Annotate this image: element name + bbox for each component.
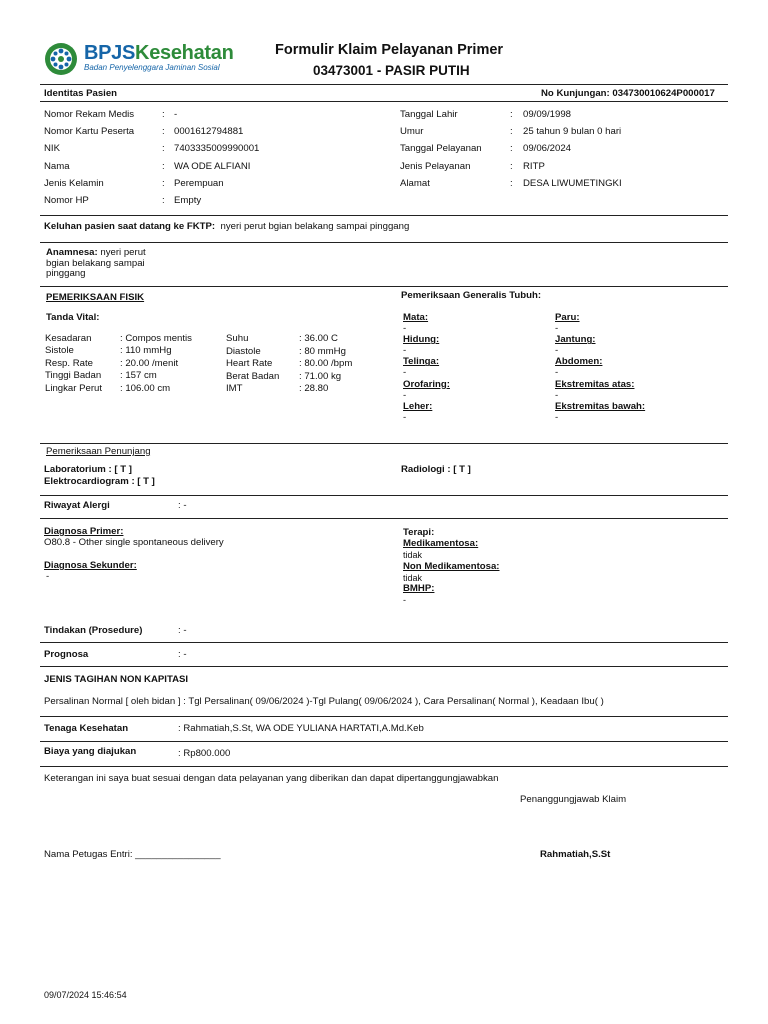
vital-label: Suhu [226,333,249,344]
identity-colon: : [162,177,165,189]
general-exam-label: Leher: [403,400,433,412]
secondary-diagnosis-value: - [46,571,50,582]
identity-value: 09/06/2024 [523,143,572,155]
logo-brand: BPJS [84,42,136,64]
general-exam-label: Abdomen: [555,356,603,368]
vital-value: : 71.00 kg [299,370,342,382]
identity-colon: : [510,143,513,155]
vital-value: : 36.00 C [299,333,338,344]
medication-value: tidak [403,550,423,560]
general-exam-value: - [403,389,407,401]
general-exam-label: Mata: [403,312,429,323]
vital-label: Kesadaran [45,333,92,344]
support-heading: Pemeriksaan Penunjang [46,446,151,457]
cost-value: : Rp800.000 [178,748,231,759]
identity-label: Jenis Kelamin [44,177,104,189]
vital-value: : 80.00 /bpm [299,358,353,370]
logo-brand-kesehatan: Kesehatan [135,42,234,64]
ekg-result: Elektrocardiogram : [ T ] [44,476,155,487]
anamnesa-block [46,248,146,280]
non-medication-value: tidak [403,573,423,583]
bmhp-value: - [403,595,406,605]
radiology-result: Radiologi : [ T ] [401,464,471,475]
prognosis-label: Prognosa [44,649,89,660]
primary-diagnosis-value: O80.8 - Other single spontaneous delivery [44,537,224,548]
general-exam-value: - [555,345,559,357]
identity-value: WA ODE ALFIANI [174,160,251,172]
general-exam-value: - [555,367,559,379]
lab-result: Laboratorium : [ T ] [44,464,132,475]
vital-value: : 157 cm [120,370,157,382]
identity-colon: : [510,160,513,172]
anamnesa-label: Anamnesa: [46,247,98,258]
non-capitation-text: Persalinan Normal [ oleh bidan ] : Tgl Persalinan( 09/06/2024 )-Tgl Pulang( 09/06/2024 ), Cara Persalinan( Normal ), Keadaan Ibu( ) [44,696,604,707]
vital-value: : 110 mmHg [120,345,172,357]
identity-value: Perempuan [174,177,224,189]
general-exam-value: - [403,345,407,357]
vital-label: Sistole [45,345,74,357]
procedure-label: Tindakan (Prosedure) [44,625,143,636]
identity-value: 7403335009990001 [174,143,260,155]
complaint-row [44,221,409,233]
vital-label: Lingkar Perut [45,382,103,394]
vital-label: Berat Badan [226,370,280,382]
identity-colon: : [510,126,513,138]
secondary-diagnosis-label: Diagnosa Sekunder: [44,560,137,571]
identity-label: Jenis Pelayanan [400,160,471,172]
identity-colon: : [162,143,165,155]
procedure-value: : - [178,625,187,636]
vital-value: : 80 mmHg [299,345,346,357]
bmhp-label: BMHP: [403,583,435,594]
logo-subtitle: Badan Penyelenggara Jaminan Sosial [84,63,220,72]
anamnesa-line-2: bgian belakang sampai [46,257,145,269]
vital-label: Diastole [226,345,261,357]
vital-value: : Compos mentis [120,333,192,344]
identity-colon: : [162,109,165,120]
identity-value: 09/09/1998 [523,109,572,120]
complaint-label: Keluhan pasien saat datang ke FKTP: [44,221,216,232]
identity-value: 0001612794881 [174,126,244,138]
identity-label: Tanggal Lahir [400,109,458,120]
general-exam-label: Paru: [555,312,580,323]
general-exam-label: Hidung: [403,334,440,346]
identity-value: RITP [523,160,545,172]
general-exam-label: Telinga: [403,356,440,368]
signer-name: Rahmatiah,S.St [540,849,611,860]
general-exam-label: Jantung: [555,334,596,346]
prognosis-value: : - [178,649,187,660]
identity-colon: : [510,109,513,120]
medication-label: Medikamentosa: [403,538,479,549]
vital-value: : 106.00 cm [120,382,171,394]
complaint-value: nyeri perut bgian belakang sampai pinggang [220,221,410,232]
identity-label: Umur [400,126,424,138]
therapy-label: Terapi: [403,527,435,538]
general-exam-value: - [555,389,559,401]
identity-label: Nomor Kartu Peserta [44,126,135,138]
non-capitation-heading: JENIS TAGIHAN NON KAPITASI [44,674,189,685]
identity-value: - [174,109,178,120]
identity-colon: : [162,126,165,138]
form-facility: 03473001 - PASIR PUTIH [313,63,470,78]
general-exam-value: - [555,323,559,334]
identity-value: 25 tahun 9 bulan 0 hari [523,126,622,138]
general-exam-value: - [403,367,407,379]
allergy-value: : - [178,500,187,511]
staff-label: Tenaga Kesehatan [44,723,129,734]
staff-value: : Rahmatiah,S.St, WA ODE YULIANA HARTATI,A.Md.Keb [178,723,424,734]
vital-label: Tinggi Badan [45,370,102,382]
vital-value: : 20.00 /menit [120,357,179,369]
identity-label: NIK [44,143,60,155]
general-exam-label: Ekstremitas atas: [555,378,635,390]
vital-label: IMT [226,383,243,395]
entry-officer: Nama Petugas Entri: ________________ [44,849,221,860]
vital-value: : 28.80 [299,383,329,395]
form-title: Formulir Klaim Pelayanan Primer [275,42,504,58]
general-exam-label: Orofaring: [403,378,450,390]
identity-label: Nomor HP [44,195,89,206]
general-exam-label: Ekstremitas bawah: [555,400,646,412]
vital-label: Resp. Rate [45,357,93,369]
allergy-label: Riwayat Alergi [44,500,110,511]
responsible-label: Penanggungjawab Klaim [520,794,627,805]
identity-heading: Identitas Pasien [44,88,118,99]
identity-label: Tanggal Pelayanan [400,143,482,155]
general-heading: Pemeriksaan Generalis Tubuh: [401,290,542,301]
physical-heading: PEMERIKSAAN FISIK [46,292,145,303]
anamnesa-line-1: nyeri perut [100,247,146,258]
vital-heading: Tanda Vital: [46,312,100,323]
identity-label: Alamat [400,177,430,189]
general-exam-value: - [403,411,407,423]
identity-label: Nama [44,160,70,172]
identity-label: Nomor Rekam Medis [44,109,135,120]
non-medication-label: Non Medikamentosa: [403,561,500,572]
bpjs-emblem-icon [44,42,78,76]
identity-colon: : [162,160,165,172]
logo-wordmark [84,42,234,65]
identity-value: DESA LIWUMETINGKI [523,177,622,189]
general-exam-value: - [555,411,559,423]
statement-text: Keterangan ini saya buat sesuai dengan data pelayanan yang diberikan dan dapat dipertanggungjawabkan [44,773,499,784]
primary-diagnosis-label: Diagnosa Primer: [44,526,124,537]
cost-label: Biaya yang diajukan [44,746,137,757]
identity-colon: : [510,177,513,189]
anamnesa-line-3: pinggang [46,268,86,279]
printed-timestamp: 09/07/2024 15:46:54 [44,990,127,1000]
vital-label: Heart Rate [226,358,273,370]
visit-number: No Kunjungan: 034730010624P000017 [541,88,715,99]
identity-colon: : [162,195,165,206]
identity-value: Empty [174,195,202,206]
general-exam-value: - [403,323,407,334]
